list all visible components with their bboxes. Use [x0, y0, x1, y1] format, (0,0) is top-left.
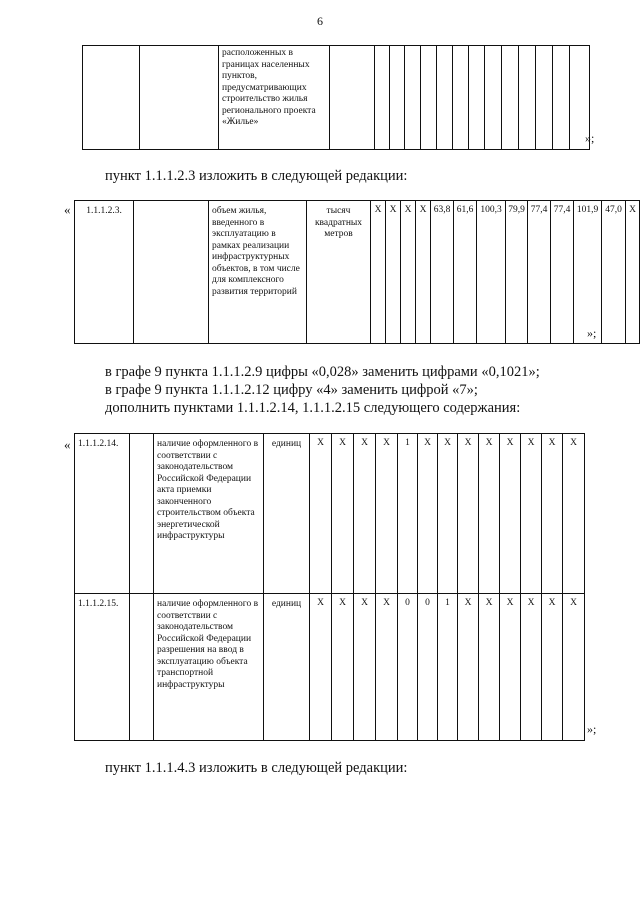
value-cell: Х: [479, 434, 500, 594]
value-cell: 100,3: [477, 201, 506, 344]
value-cell: 77,4: [528, 201, 551, 344]
value-cell: 47,0: [602, 201, 626, 344]
unit-cell: единиц: [264, 594, 310, 741]
value-cell: Х: [626, 201, 640, 344]
value-cell: Х: [563, 594, 585, 741]
value-cell: 0: [398, 594, 418, 741]
empty-cell: [130, 434, 154, 594]
value-cell: Х: [418, 434, 438, 594]
code-cell: 1.1.1.2.14.: [75, 434, 130, 594]
value-cell: Х: [354, 434, 376, 594]
paragraph: пункт 1.1.1.4.3 изложить в следующей редакции:: [105, 760, 408, 776]
closing-quote: »;: [585, 131, 595, 145]
value-cell: Х: [416, 201, 431, 344]
empty-cell: [134, 201, 209, 344]
value-cell: Х: [542, 594, 563, 741]
value-cell: 63,8: [431, 201, 454, 344]
code-cell: 1.1.1.2.15.: [75, 594, 130, 741]
value-cell: Х: [542, 434, 563, 594]
value-cell: Х: [376, 434, 398, 594]
paragraph: дополнить пунктами 1.1.1.2.14, 1.1.1.2.15 следующего содержания:: [105, 400, 521, 416]
value-cell: 101,9: [574, 201, 602, 344]
open-quote: «: [64, 437, 71, 452]
page-number: 6: [317, 14, 323, 28]
unit-cell: единиц: [264, 434, 310, 594]
value-cell: Х: [401, 201, 416, 344]
value-cell: Х: [521, 434, 542, 594]
value-cell: 1: [398, 434, 418, 594]
value-cell: Х: [354, 594, 376, 741]
table-row: [75, 434, 585, 594]
value-cell: Х: [332, 594, 354, 741]
value-cell: Х: [479, 594, 500, 741]
value-cell: Х: [376, 594, 398, 741]
value-cell: Х: [386, 201, 401, 344]
description-cell: объем жилья, введенного в эксплуатацию в рамках реализации инфраструктурных объектов, в том числе для комплексного развития территорий: [209, 201, 307, 344]
indicator-table-2: [74, 433, 585, 741]
empty-cell: [130, 594, 154, 741]
indicator-table-1: [74, 200, 640, 344]
value-cell: 1: [438, 594, 458, 741]
value-cell: Х: [521, 594, 542, 741]
code-cell: [83, 46, 140, 150]
value-cell: 0: [418, 594, 438, 741]
empty-cell: [140, 46, 219, 150]
value-cell: 77,4: [551, 201, 574, 344]
value-cell: Х: [458, 434, 479, 594]
value-cell: Х: [310, 434, 332, 594]
code-cell: 1.1.1.2.3.: [75, 201, 134, 344]
value-cell: Х: [438, 434, 458, 594]
value-cell: Х: [500, 434, 521, 594]
unit-cell: тысяч квадратных метров: [307, 201, 371, 344]
top-table: [82, 45, 590, 150]
value-cell: Х: [310, 594, 332, 741]
paragraph: в графе 9 пункта 1.1.1.2.12 цифру «4» заменить цифрой «7»;: [105, 382, 478, 398]
value-cell: Х: [563, 434, 585, 594]
description-cell: наличие оформленного в соответствии с законодательством Российской Федерации разрешения на ввод в эксплуатацию объекта транспортной инфраструктуры: [154, 594, 264, 741]
value-cell: 79,9: [506, 201, 528, 344]
description-cell: наличие оформленного в соответствии с законодательством Российской Федерации акта приемки законченного строительством объекта энергетической инфраструктуры: [154, 434, 264, 594]
value-cell: Х: [332, 434, 354, 594]
paragraph: пункт 1.1.1.2.3 изложить в следующей редакции:: [105, 168, 408, 184]
description-cell: расположенных в границах населенных пунктов, предусматривающих строительство жилья регионального проекта «Жилье»: [219, 46, 330, 150]
table-row: [75, 594, 585, 741]
unit-cell: [330, 46, 375, 150]
value-cell: Х: [500, 594, 521, 741]
value-cell: 61,6: [454, 201, 477, 344]
value-cell: Х: [458, 594, 479, 741]
closing-quote: »;: [587, 326, 597, 340]
open-quote: «: [64, 202, 71, 217]
value-cell: Х: [371, 201, 386, 344]
paragraph: в графе 9 пункта 1.1.1.2.9 цифры «0,028» заменить цифрами «0,1021»;: [105, 364, 540, 380]
closing-quote: »;: [587, 722, 597, 736]
